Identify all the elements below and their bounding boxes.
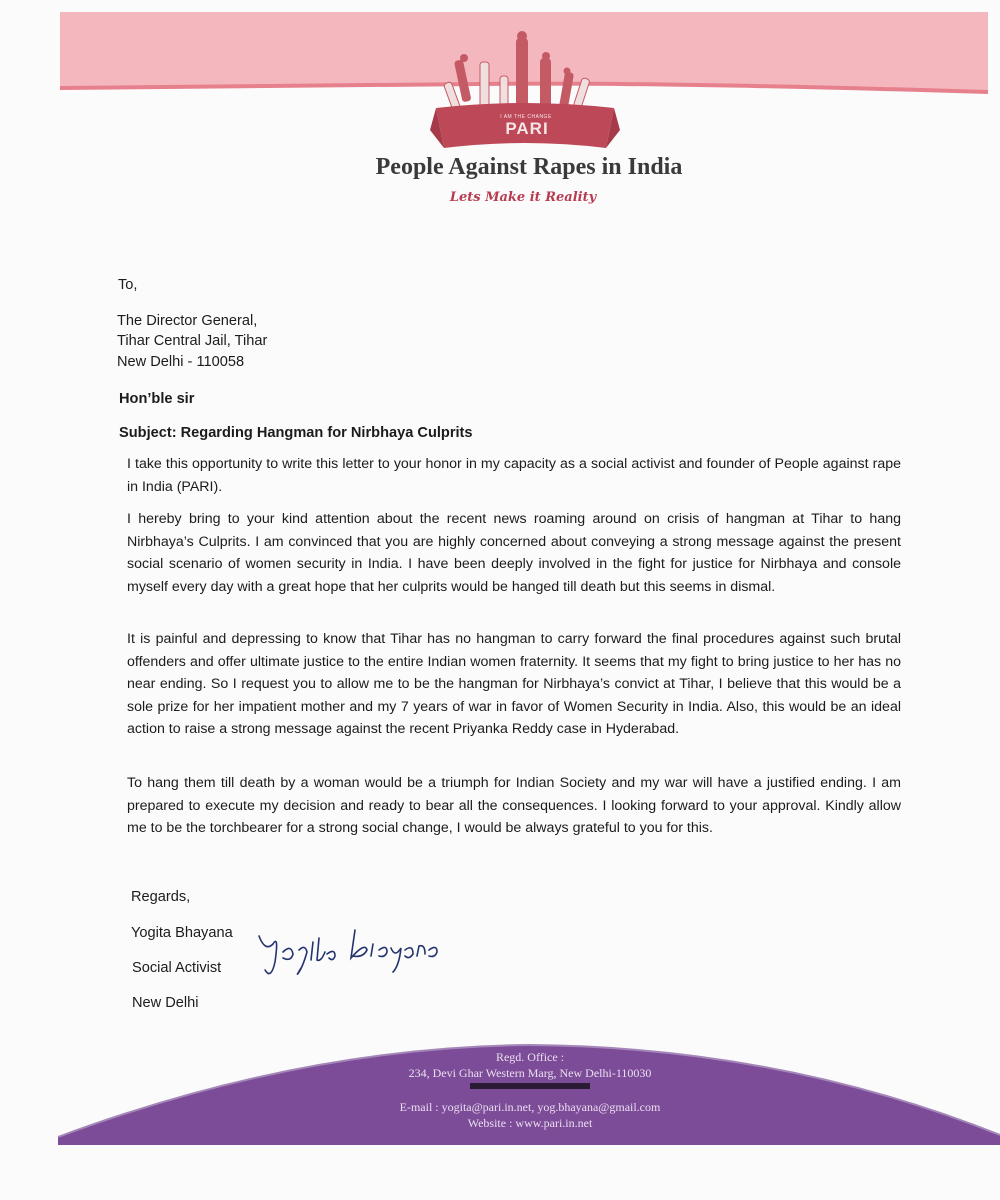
body-paragraph-1: I take this opportunity to write this letter to your honor in my capacity as a social activist and founder of People against rape in India (PARI).	[127, 456, 901, 495]
footer-address: 234, Devi Ghar Western Marg, New Delhi-110030	[408, 1066, 652, 1080]
signatory-city: New Delhi	[132, 995, 199, 1011]
handwritten-signature	[255, 922, 455, 982]
address-line-2: Tihar Central Jail, Tihar	[117, 333, 268, 349]
footer-website: Website : www.pari.in.net	[467, 1116, 593, 1130]
footer-email: E-mail : yogita@pari.in.net, yog.bhayana@gmail.com	[399, 1100, 661, 1114]
address-line-1: The Director General,	[117, 313, 258, 329]
subject-line: Subject: Regarding Hangman for Nirbhaya Culprits	[119, 425, 473, 441]
signatory-name: Yogita Bhayana	[131, 925, 233, 941]
signatory-title: Social Activist	[132, 960, 222, 976]
address-line-3: New Delhi - 110058	[117, 354, 245, 370]
salutation-to: To,	[118, 277, 138, 293]
closing: Regards,	[131, 889, 191, 905]
body-paragraph-3: It is painful and depressing to know that Tihar has no hangman to carry forward the final procedures against such brutal offenders and offer ultimate justice to the entire Indian women fraternity. It seems that my fight to bring justice to her has no near ending. So I request you to allow me to be the hangman for Nirbhaya’s convict at Tihar, I believe that this would be a sole prize for her impatient mother and my 7 years of war in favor of Women Security in India. Also, this would be an ideal action to raise a strong message against the recent Priyanka Reddy case in Hyderabad.	[127, 631, 901, 737]
body-paragraph-4: To hang them till death by a woman would be a triumph for Indian Society and my war will have a justified ending. I am prepared to execute my decision and ready to bear all the consequences. I looking forward to your approval. Kindly allow me to be the torchbearer for a strong social change, I would be always grateful to you for this.	[127, 775, 901, 836]
logo-text: PARI	[505, 119, 549, 138]
greeting: Hon’ble sir	[119, 391, 195, 407]
footer-office-label: Regd. Office :	[495, 1050, 565, 1064]
organization-name: People Against Rapes in India	[375, 154, 683, 180]
body-paragraph-2: I hereby bring to your kind attention about the recent news roaming around on crisis of hangman at Tihar to hang Nirbhaya’s Culprits. I am convinced that you are highly concerned about conveying a strong message against the present social scenario of women security in India. I have been deeply involved in the fight for justice for Nirbhaya and console myself every day with a great hope that her culprits would be hanged till death but this seems in dismal.	[127, 511, 901, 595]
logo-small-text: I AM THE CHANGE	[500, 114, 552, 120]
tagline: Lets Make it Reality	[449, 190, 597, 205]
